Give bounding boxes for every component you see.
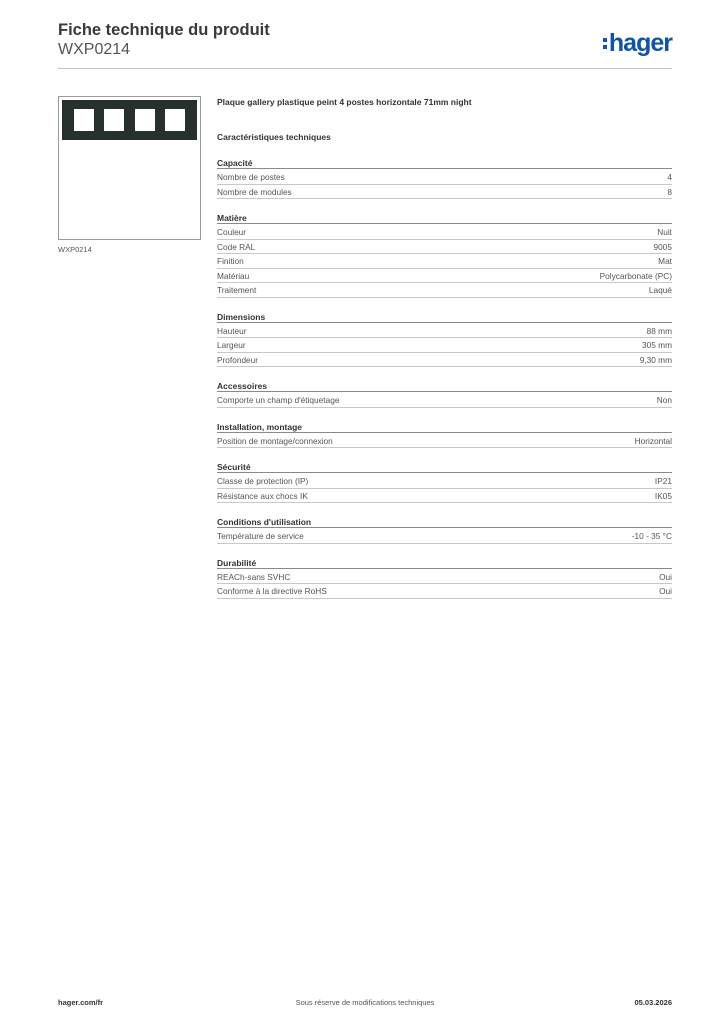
spec-value: Nuit bbox=[657, 227, 672, 237]
spec-label: Largeur bbox=[217, 340, 246, 350]
spec-value: Mat bbox=[658, 256, 672, 266]
spec-value: Non bbox=[656, 395, 672, 405]
spec-value: 4 bbox=[667, 172, 672, 182]
spec-row bbox=[217, 393, 672, 408]
spec-row bbox=[217, 338, 672, 353]
spec-group bbox=[217, 380, 672, 408]
spec-label: Couleur bbox=[217, 227, 247, 237]
spec-row bbox=[217, 170, 672, 185]
spec-value: 88 mm bbox=[646, 325, 672, 336]
spec-group-title: Sécurité bbox=[217, 461, 672, 473]
footer-date: 05.03.2026 bbox=[634, 998, 672, 1007]
product-image-caption: WXP0214 bbox=[58, 245, 92, 254]
spec-group bbox=[217, 557, 672, 599]
spec-group-title: Conditions d'utilisation bbox=[217, 516, 672, 528]
spec-group bbox=[217, 311, 672, 368]
spec-label: Conforme à la directive RoHS bbox=[217, 586, 327, 596]
plate-opening bbox=[165, 109, 185, 131]
spec-value: Oui bbox=[659, 586, 672, 596]
product-image bbox=[58, 96, 201, 240]
product-reference: WXP0214 bbox=[58, 41, 131, 58]
spec-value: IK05 bbox=[654, 490, 672, 501]
logo-colon-icon bbox=[603, 38, 607, 49]
spec-group-title: Capacité bbox=[217, 157, 672, 169]
spec-value: Horizontal bbox=[634, 435, 672, 446]
header-divider bbox=[58, 68, 672, 69]
spec-label: Comporte un champ d'étiquetage bbox=[217, 395, 340, 405]
spec-value: IP21 bbox=[654, 476, 672, 486]
hager-logo[interactable] bbox=[603, 28, 672, 58]
spec-row bbox=[217, 324, 672, 339]
product-description: Plaque gallery plastique peint 4 postes horizontale 71mm night bbox=[217, 97, 472, 107]
footer-website-link[interactable]: hager.com/fr bbox=[58, 998, 104, 1007]
spec-groups bbox=[217, 157, 672, 599]
spec-label: Résistance aux chocs IK bbox=[217, 490, 308, 501]
plate-opening bbox=[135, 109, 155, 131]
document-title: Fiche technique du produit bbox=[58, 21, 270, 39]
spec-group bbox=[217, 516, 672, 544]
product-content bbox=[217, 96, 672, 599]
spec-row bbox=[217, 240, 672, 255]
spec-row bbox=[217, 353, 672, 368]
spec-row bbox=[217, 474, 672, 489]
page-footer bbox=[58, 998, 672, 1010]
spec-group-title: Dimensions bbox=[217, 311, 672, 323]
spec-label: Hauteur bbox=[217, 325, 247, 336]
spec-row bbox=[217, 269, 672, 284]
spec-group bbox=[217, 212, 672, 298]
spec-value: -10 - 35 °C bbox=[631, 531, 672, 541]
spec-row bbox=[217, 434, 672, 449]
spec-group-title: Matière bbox=[217, 212, 672, 224]
spec-row bbox=[217, 185, 672, 200]
spec-group-title: Durabilité bbox=[217, 557, 672, 569]
spec-group bbox=[217, 461, 672, 503]
spec-label: Traitement bbox=[217, 285, 257, 295]
spec-row bbox=[217, 283, 672, 298]
spec-value: 305 mm bbox=[642, 340, 672, 350]
spec-group bbox=[217, 421, 672, 449]
spec-row bbox=[217, 225, 672, 240]
spec-row bbox=[217, 529, 672, 544]
spec-row bbox=[217, 570, 672, 585]
spec-label: Température de service bbox=[217, 531, 304, 541]
spec-label: Finition bbox=[217, 256, 244, 266]
spec-value: Laqué bbox=[648, 285, 672, 295]
spec-label: Profondeur bbox=[217, 354, 259, 365]
logo-text: hager bbox=[608, 29, 672, 57]
plate-opening bbox=[74, 109, 94, 131]
spec-row bbox=[217, 254, 672, 269]
spec-value: 9005 bbox=[653, 241, 672, 252]
spec-label: Code RAL bbox=[217, 241, 256, 252]
spec-value: Oui bbox=[659, 571, 672, 582]
spec-label: Nombre de modules bbox=[217, 186, 292, 197]
specs-heading: Caractéristiques techniques bbox=[217, 132, 331, 142]
spec-value: 9,30 mm bbox=[639, 354, 672, 365]
spec-label: Nombre de postes bbox=[217, 172, 285, 182]
spec-value: Polycarbonate (PC) bbox=[599, 270, 672, 281]
spec-label: REACh-sans SVHC bbox=[217, 571, 291, 582]
spec-label: Classe de protection (IP) bbox=[217, 476, 309, 486]
plate-opening bbox=[104, 109, 124, 131]
footer-disclaimer: Sous réserve de modifications techniques bbox=[295, 998, 435, 1007]
four-gang-plate-icon bbox=[62, 100, 197, 140]
spec-label: Position de montage/connexion bbox=[217, 435, 333, 446]
spec-group-title: Installation, montage bbox=[217, 421, 672, 433]
spec-row bbox=[217, 489, 672, 504]
spec-group bbox=[217, 157, 672, 199]
spec-value: 8 bbox=[667, 186, 672, 197]
page-header bbox=[58, 20, 672, 70]
spec-row bbox=[217, 584, 672, 599]
spec-label: Matériau bbox=[217, 270, 250, 281]
spec-group-title: Accessoires bbox=[217, 380, 672, 392]
